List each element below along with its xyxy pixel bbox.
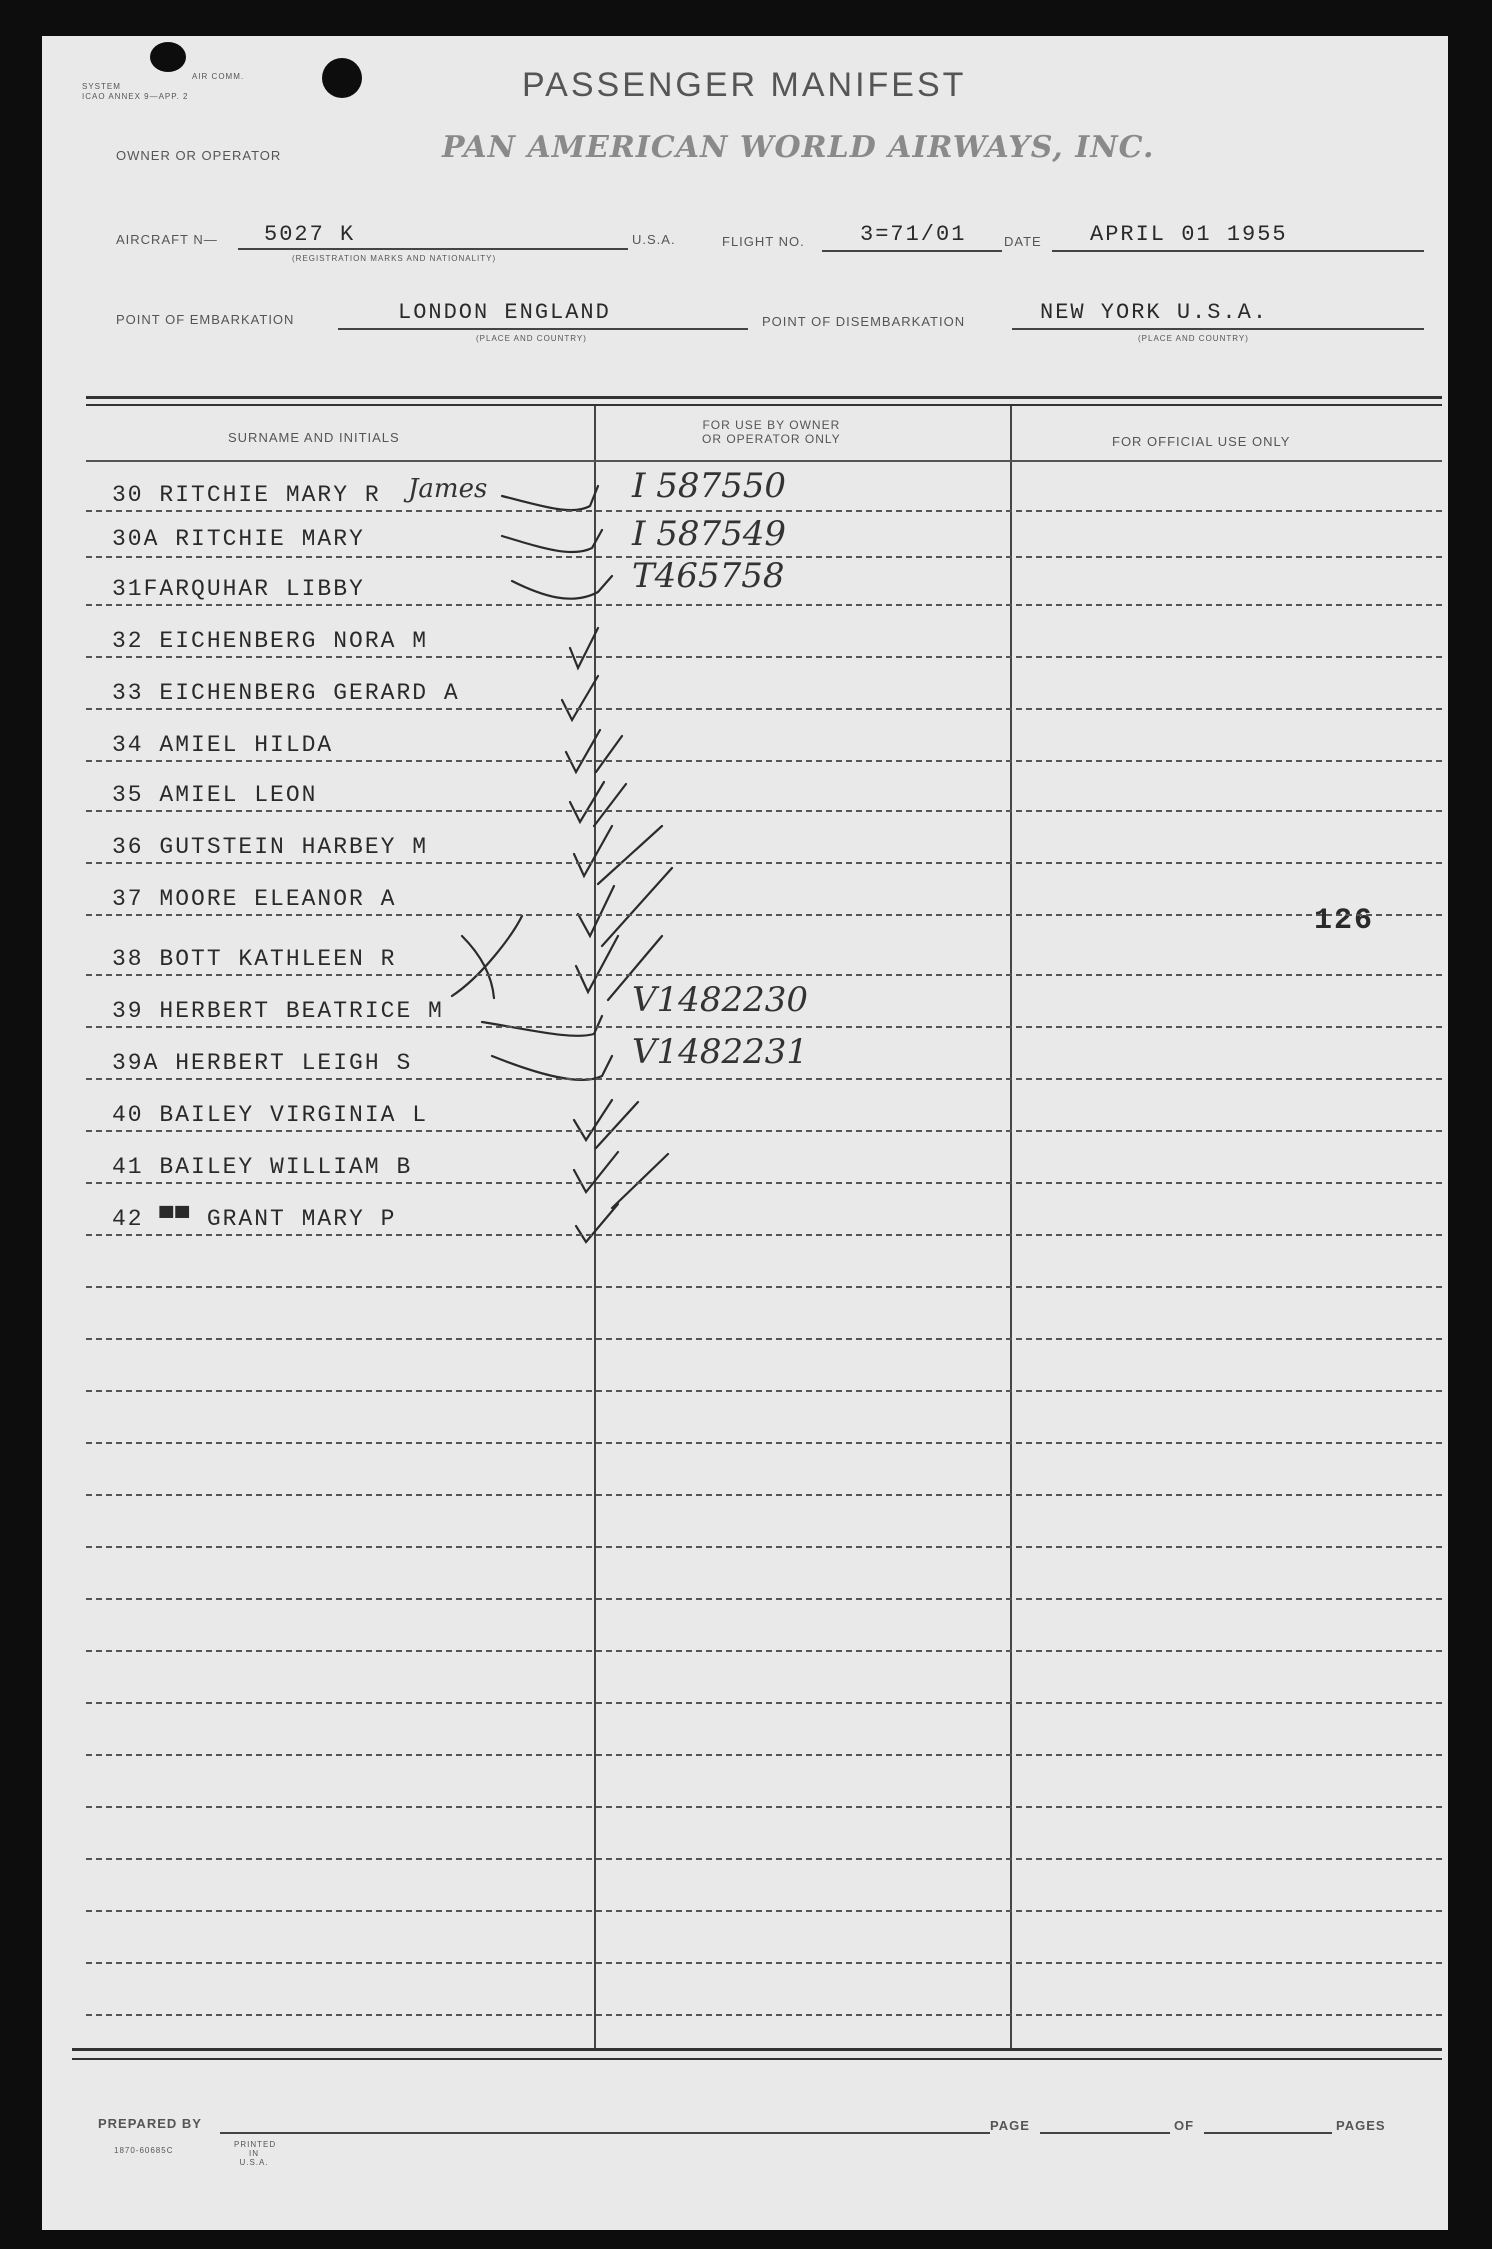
owner-header-line: FOR USE BY OWNER	[702, 418, 841, 432]
passport-number: I 587550	[632, 466, 787, 506]
check-mark	[566, 730, 622, 772]
passenger-name: 32 EICHENBERG NORA M	[112, 628, 429, 654]
embarkation-value: LONDON ENGLAND	[398, 300, 611, 325]
passenger-name: 37 MOORE ELEANOR A	[112, 886, 397, 912]
passenger-name: 33 EICHENBERG GERARD A	[112, 680, 460, 706]
passenger-name: 35 AMIEL LEON	[112, 782, 318, 808]
aircraft-label: AIRCRAFT N—	[116, 232, 218, 247]
of-label: OF	[1174, 2118, 1195, 2133]
check-mark	[574, 1152, 668, 1208]
owner-label: OWNER OR OPERATOR	[116, 148, 282, 163]
usa-label: U.S.A.	[632, 232, 676, 247]
page-title: PASSENGER MANIFEST	[522, 66, 967, 104]
passenger-name: 39A HERBERT LEIGH S	[112, 1050, 413, 1076]
check-mark	[452, 868, 672, 996]
embarkation-label: POINT OF EMBARKATION	[116, 312, 295, 327]
check-mark	[492, 1056, 612, 1080]
check-mark	[462, 936, 662, 1000]
check-marks	[42, 36, 1448, 2230]
manifest-page	[42, 36, 1448, 2230]
column-header-surname: SURNAME AND INITIALS	[228, 430, 400, 445]
disembarkation-label: POINT OF DISEMBARKATION	[762, 314, 966, 329]
column-header-official: FOR OFFICIAL USE ONLY	[1112, 434, 1291, 449]
form-ref-line: SYSTEM	[82, 82, 121, 91]
passport-number: I 587549	[632, 514, 787, 554]
official-use-mark: 126	[1314, 904, 1375, 938]
flight-label: FLIGHT NO.	[722, 234, 805, 249]
embarkation-caption: (PLACE AND COUNTRY)	[476, 334, 587, 343]
handwritten-name-note: James	[408, 474, 488, 504]
passport-number: T465758	[632, 556, 785, 596]
disembarkation-caption: (PLACE AND COUNTRY)	[1138, 334, 1249, 343]
check-mark	[574, 1100, 638, 1148]
passenger-name: 36 GUTSTEIN HARBEY M	[112, 834, 429, 860]
passenger-name: 42 ▀▀ GRANT MARY P	[112, 1206, 397, 1232]
page-label: PAGE	[990, 2118, 1030, 2133]
check-mark	[562, 676, 598, 720]
check-mark	[570, 628, 598, 668]
check-mark	[502, 486, 598, 510]
operator-stamp: PAN AMERICAN WORLD AIRWAYS, INC.	[442, 130, 1155, 165]
form-ref-line: ICAO ANNEX 9—APP. 2	[82, 92, 189, 101]
check-mark	[570, 782, 626, 826]
printer-mark: PRINTED IN U.S.A.	[234, 2140, 277, 2167]
check-mark	[576, 1204, 618, 1242]
passenger-name: 30A RITCHIE MARY	[112, 526, 365, 552]
owner-header-line: OR OPERATOR ONLY	[702, 432, 841, 446]
registration-caption: (REGISTRATION MARKS AND NATIONALITY)	[292, 254, 497, 263]
pages-label: PAGES	[1336, 2118, 1386, 2133]
passenger-name: 41 BAILEY WILLIAM B	[112, 1154, 413, 1180]
date-label: DATE	[1004, 234, 1042, 249]
form-number: 1870-60685C	[114, 2146, 174, 2155]
flight-date: APRIL 01 1955	[1090, 222, 1288, 247]
check-mark	[502, 530, 602, 552]
check-mark	[574, 826, 662, 884]
aircraft-number: 5027 K	[264, 222, 356, 247]
passenger-name: 39 HERBERT BEATRICE M	[112, 998, 444, 1024]
passenger-name: 30 RITCHIE MARY R	[112, 482, 381, 508]
passport-number: V1482230	[632, 980, 808, 1020]
passenger-name: 31FARQUHAR LIBBY	[112, 576, 365, 602]
passenger-name: 34 AMIEL HILDA	[112, 732, 334, 758]
flight-number: 3=71/01	[860, 222, 967, 247]
passport-number: V1482231	[632, 1032, 808, 1072]
form-ref-line: AIR COMM.	[192, 72, 245, 81]
disembarkation-value: NEW YORK U.S.A.	[1040, 300, 1269, 325]
passenger-name: 40 BAILEY VIRGINIA L	[112, 1102, 429, 1128]
passenger-name: 38 BOTT KATHLEEN R	[112, 946, 397, 972]
prepared-by-label: PREPARED BY	[98, 2116, 202, 2131]
check-mark	[512, 576, 612, 599]
